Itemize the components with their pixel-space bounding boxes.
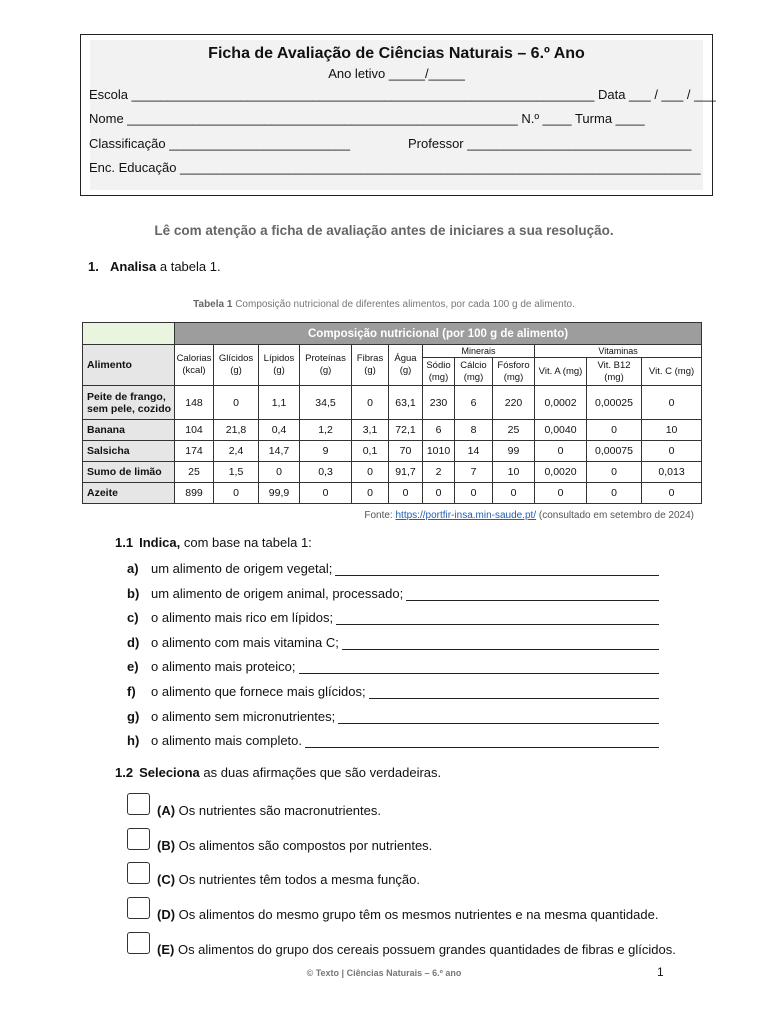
item-text: o alimento com mais vitamina C; — [151, 634, 339, 650]
answer-item — [127, 605, 659, 625]
table-body — [83, 386, 702, 504]
option-letter: (B) — [157, 837, 176, 853]
table-cell: 14,7 — [259, 441, 300, 462]
table-cell: 25 — [175, 462, 214, 483]
answer-line[interactable] — [305, 734, 659, 748]
table-caption-text: Composição nutricional de diferentes alimentos, por cada 100 g de alimento. — [232, 299, 575, 310]
nutrition-table — [82, 322, 702, 504]
question-number: 1.1 — [115, 535, 134, 550]
table-cell: 10 — [493, 462, 535, 483]
table-cell: 0 — [455, 483, 493, 504]
answer-item — [127, 704, 659, 724]
item-text: um alimento de origem animal, processado; — [151, 585, 404, 601]
table-cell: 0,0020 — [535, 462, 587, 483]
option-c — [127, 862, 420, 888]
answer-item — [127, 581, 659, 601]
option-d — [127, 897, 659, 923]
table-cell: 0 — [642, 441, 702, 462]
col-lipidos: Lípidos (g) — [259, 345, 300, 386]
answer-line[interactable] — [299, 660, 659, 674]
item-text: o alimento mais rico em lípidos; — [151, 610, 334, 626]
option-statement: Os nutrientes são macronutrientes. — [175, 803, 381, 818]
col-fibras: Fibras (g) — [352, 345, 389, 386]
table-cell: 8 — [455, 420, 493, 441]
table-cell: 99 — [493, 441, 535, 462]
table-caption-label: Tabela 1 — [193, 299, 233, 310]
table-cell: 0,013 — [642, 462, 702, 483]
option-text — [157, 838, 432, 854]
table-row — [83, 483, 702, 504]
table-cell: 72,1 — [389, 420, 423, 441]
table-corner — [83, 323, 175, 345]
item-letter: f) — [127, 684, 136, 699]
option-letter: (E) — [157, 941, 175, 957]
row-label: Peite de frango, sem pele, cozido — [83, 386, 175, 420]
table-cell: 0,0040 — [535, 420, 587, 441]
row-label: Banana — [83, 420, 175, 441]
table-cell: 9 — [300, 441, 352, 462]
table-cell: 0 — [389, 483, 423, 504]
table-row — [83, 462, 702, 483]
option-letter: (A) — [157, 803, 176, 818]
escola-field[interactable]: Escola ________________________________________________________________ Data ___ / ___ / ___ — [89, 87, 716, 102]
table-cell: 1010 — [423, 441, 455, 462]
option-text — [157, 907, 658, 923]
table-cell: 14 — [455, 441, 493, 462]
table-cell: 0 — [642, 483, 702, 504]
table-cell: 104 — [175, 420, 214, 441]
table-cell: 2,4 — [214, 441, 259, 462]
school-year-line: Ano letivo _____/_____ — [328, 66, 465, 81]
table-cell: 34,5 — [300, 386, 352, 420]
question-number: 1. — [88, 259, 99, 274]
table-cell: 1,5 — [214, 462, 259, 483]
answer-line[interactable] — [406, 587, 659, 601]
col-glicidos: Glícidos (g) — [214, 345, 259, 386]
col-vitb12: Vit. B12 (mg) — [587, 358, 642, 386]
item-letter: d) — [127, 634, 140, 650]
col-agua: Água (g) — [389, 345, 423, 386]
table-cell: 0 — [214, 386, 259, 420]
question-text: com base na tabela 1: — [180, 535, 312, 550]
table-row — [83, 420, 702, 441]
table-cell: 148 — [175, 386, 214, 420]
item-letter: a) — [127, 561, 139, 576]
table-cell: 3,1 — [352, 420, 389, 441]
answer-item — [127, 679, 659, 699]
table-caption — [0, 299, 768, 310]
option-letter: (C) — [157, 872, 176, 888]
item-letter: b) — [127, 585, 140, 601]
table-cell: 6 — [423, 420, 455, 441]
option-a — [127, 793, 381, 818]
question-keyword: Indica, — [139, 535, 181, 550]
table-cell: 0 — [535, 483, 587, 504]
source-prefix: Fonte: — [364, 510, 396, 521]
col-vita: Vit. A (mg) — [535, 358, 587, 386]
table-cell: 0 — [352, 386, 389, 420]
table-cell: 0 — [535, 441, 587, 462]
table-cell: 0,3 — [300, 462, 352, 483]
row-label: Salsicha — [83, 441, 175, 462]
table-cell: 0 — [214, 483, 259, 504]
table-cell: 0 — [300, 483, 352, 504]
item-text: um alimento de origem vegetal; — [151, 561, 333, 576]
table-cell: 0 — [259, 462, 300, 483]
page-footer: © Texto | Ciências Naturais – 6.º ano — [306, 968, 462, 978]
table-cell: 0,4 — [259, 420, 300, 441]
option-letter: (D) — [157, 907, 176, 923]
option-e — [127, 932, 676, 957]
table-main-header: Composição nutricional (por 100 g de alimento) — [175, 323, 702, 345]
col-calorias: Calorias (kcal) — [175, 345, 214, 386]
checkbox[interactable] — [127, 793, 150, 815]
item-text: o alimento mais proteico; — [151, 659, 296, 675]
table-cell: 25 — [493, 420, 535, 441]
item-letter: c) — [127, 610, 139, 626]
item-text: o alimento que fornece mais glícidos; — [151, 684, 366, 699]
option-text — [157, 872, 420, 888]
table-cell: 1,2 — [300, 420, 352, 441]
table-row — [83, 386, 702, 420]
table-cell: 0,0002 — [535, 386, 587, 420]
item-letter: g) — [127, 708, 140, 724]
item-letter: h) — [127, 733, 140, 749]
group-minerais: Minerais — [423, 345, 535, 358]
row-label: Sumo de limão — [83, 462, 175, 483]
answer-item — [127, 630, 659, 650]
option-statement: Os nutrientes têm todos a mesma função. — [175, 872, 420, 888]
enc-educacao-field[interactable]: Enc. Educação ________________________________________________________________________ — [89, 160, 701, 175]
table-cell: 21,8 — [214, 420, 259, 441]
table-cell: 0 — [493, 483, 535, 504]
table-cell: 0,00075 — [587, 441, 642, 462]
table-source — [364, 510, 694, 521]
table-cell: 0 — [423, 483, 455, 504]
checkbox[interactable] — [127, 828, 150, 850]
item-text: o alimento mais completo. — [151, 733, 303, 749]
question-keyword: Seleciona — [139, 765, 200, 780]
table-cell: 0 — [642, 386, 702, 420]
table-cell: 0 — [587, 420, 642, 441]
col-proteinas: Proteínas (g) — [300, 345, 352, 386]
question-1-2 — [115, 765, 441, 780]
answer-line[interactable] — [335, 562, 659, 576]
option-statement: Os alimentos são compostos por nutrientes. — [175, 837, 433, 853]
answer-item — [127, 728, 659, 748]
table-cell: 174 — [175, 441, 214, 462]
table-cell: 6 — [455, 386, 493, 420]
checkbox[interactable] — [127, 932, 150, 954]
question-text: as duas afirmações que são verdadeiras. — [199, 765, 442, 780]
table-cell: 99,9 — [259, 483, 300, 504]
answer-line[interactable] — [338, 710, 659, 724]
table-cell: 1,1 — [259, 386, 300, 420]
answer-item — [127, 654, 659, 674]
answer-item — [127, 556, 659, 576]
answer-line[interactable] — [342, 636, 659, 650]
table-cell: 10 — [642, 420, 702, 441]
group-vitaminas: Vitaminas — [535, 345, 702, 358]
table-cell: 0,00025 — [587, 386, 642, 420]
page-number: 1 — [657, 965, 664, 979]
table-cell: 230 — [423, 386, 455, 420]
page-title: Ficha de Avaliação de Ciências Naturais – 6.º Ano — [208, 45, 585, 62]
table-cell: 70 — [389, 441, 423, 462]
col-calcio: Cálcio (mg) — [455, 358, 493, 386]
professor-field[interactable]: Professor _______________________________ — [408, 136, 692, 151]
option-b — [127, 828, 433, 853]
checkbox[interactable] — [127, 897, 150, 919]
question-1 — [88, 259, 221, 274]
table-cell: 0,1 — [352, 441, 389, 462]
table-cell: 0 — [587, 483, 642, 504]
question-1-1 — [115, 535, 312, 550]
option-statement: Os alimentos do grupo dos cereais possuem grandes quantidades de fibras e glícidos. — [174, 941, 676, 957]
item-letter: e) — [127, 659, 139, 675]
table-cell: 0 — [352, 462, 389, 483]
table-cell: 220 — [493, 386, 535, 420]
table-cell: 2 — [423, 462, 455, 483]
option-text — [157, 803, 381, 819]
question-text: a tabela 1. — [156, 259, 221, 274]
table-cell: 0 — [587, 462, 642, 483]
nome-field[interactable]: Nome ______________________________________________________ N.º ____ Turma ____ — [89, 111, 645, 126]
question-keyword: Analisa — [110, 259, 157, 274]
table-cell: 899 — [175, 483, 214, 504]
question-number: 1.2 — [115, 765, 134, 780]
col-sodio: Sódio (mg) — [423, 358, 455, 386]
table-cell: 91,7 — [389, 462, 423, 483]
answer-line[interactable] — [336, 611, 659, 625]
source-suffix: (consultado em setembro de 2024) — [536, 510, 694, 521]
table-cell: 63,1 — [389, 386, 423, 420]
answer-line[interactable] — [369, 685, 659, 699]
option-text — [157, 942, 676, 958]
table-cell: 0 — [352, 483, 389, 504]
col-vitc: Vit. C (mg) — [642, 358, 702, 386]
checkbox[interactable] — [127, 862, 150, 884]
source-link[interactable]: https://portfir-insa.min-saude.pt/ — [395, 510, 537, 521]
option-statement: Os alimentos do mesmo grupo têm os mesmos nutrientes e na mesma quantidade. — [175, 907, 659, 923]
col-fosforo: Fósforo (mg) — [493, 358, 535, 386]
alimento-header: Alimento — [83, 345, 175, 386]
row-label: Azeite — [83, 483, 175, 504]
table-row — [83, 441, 702, 462]
instructions: Lê com atenção a ficha de avaliação antes de iniciares a sua resolução. — [154, 223, 614, 238]
table-cell: 7 — [455, 462, 493, 483]
classificacao-field[interactable]: Classificação _________________________ — [89, 136, 350, 151]
item-text: o alimento sem micronutrientes; — [151, 708, 336, 724]
